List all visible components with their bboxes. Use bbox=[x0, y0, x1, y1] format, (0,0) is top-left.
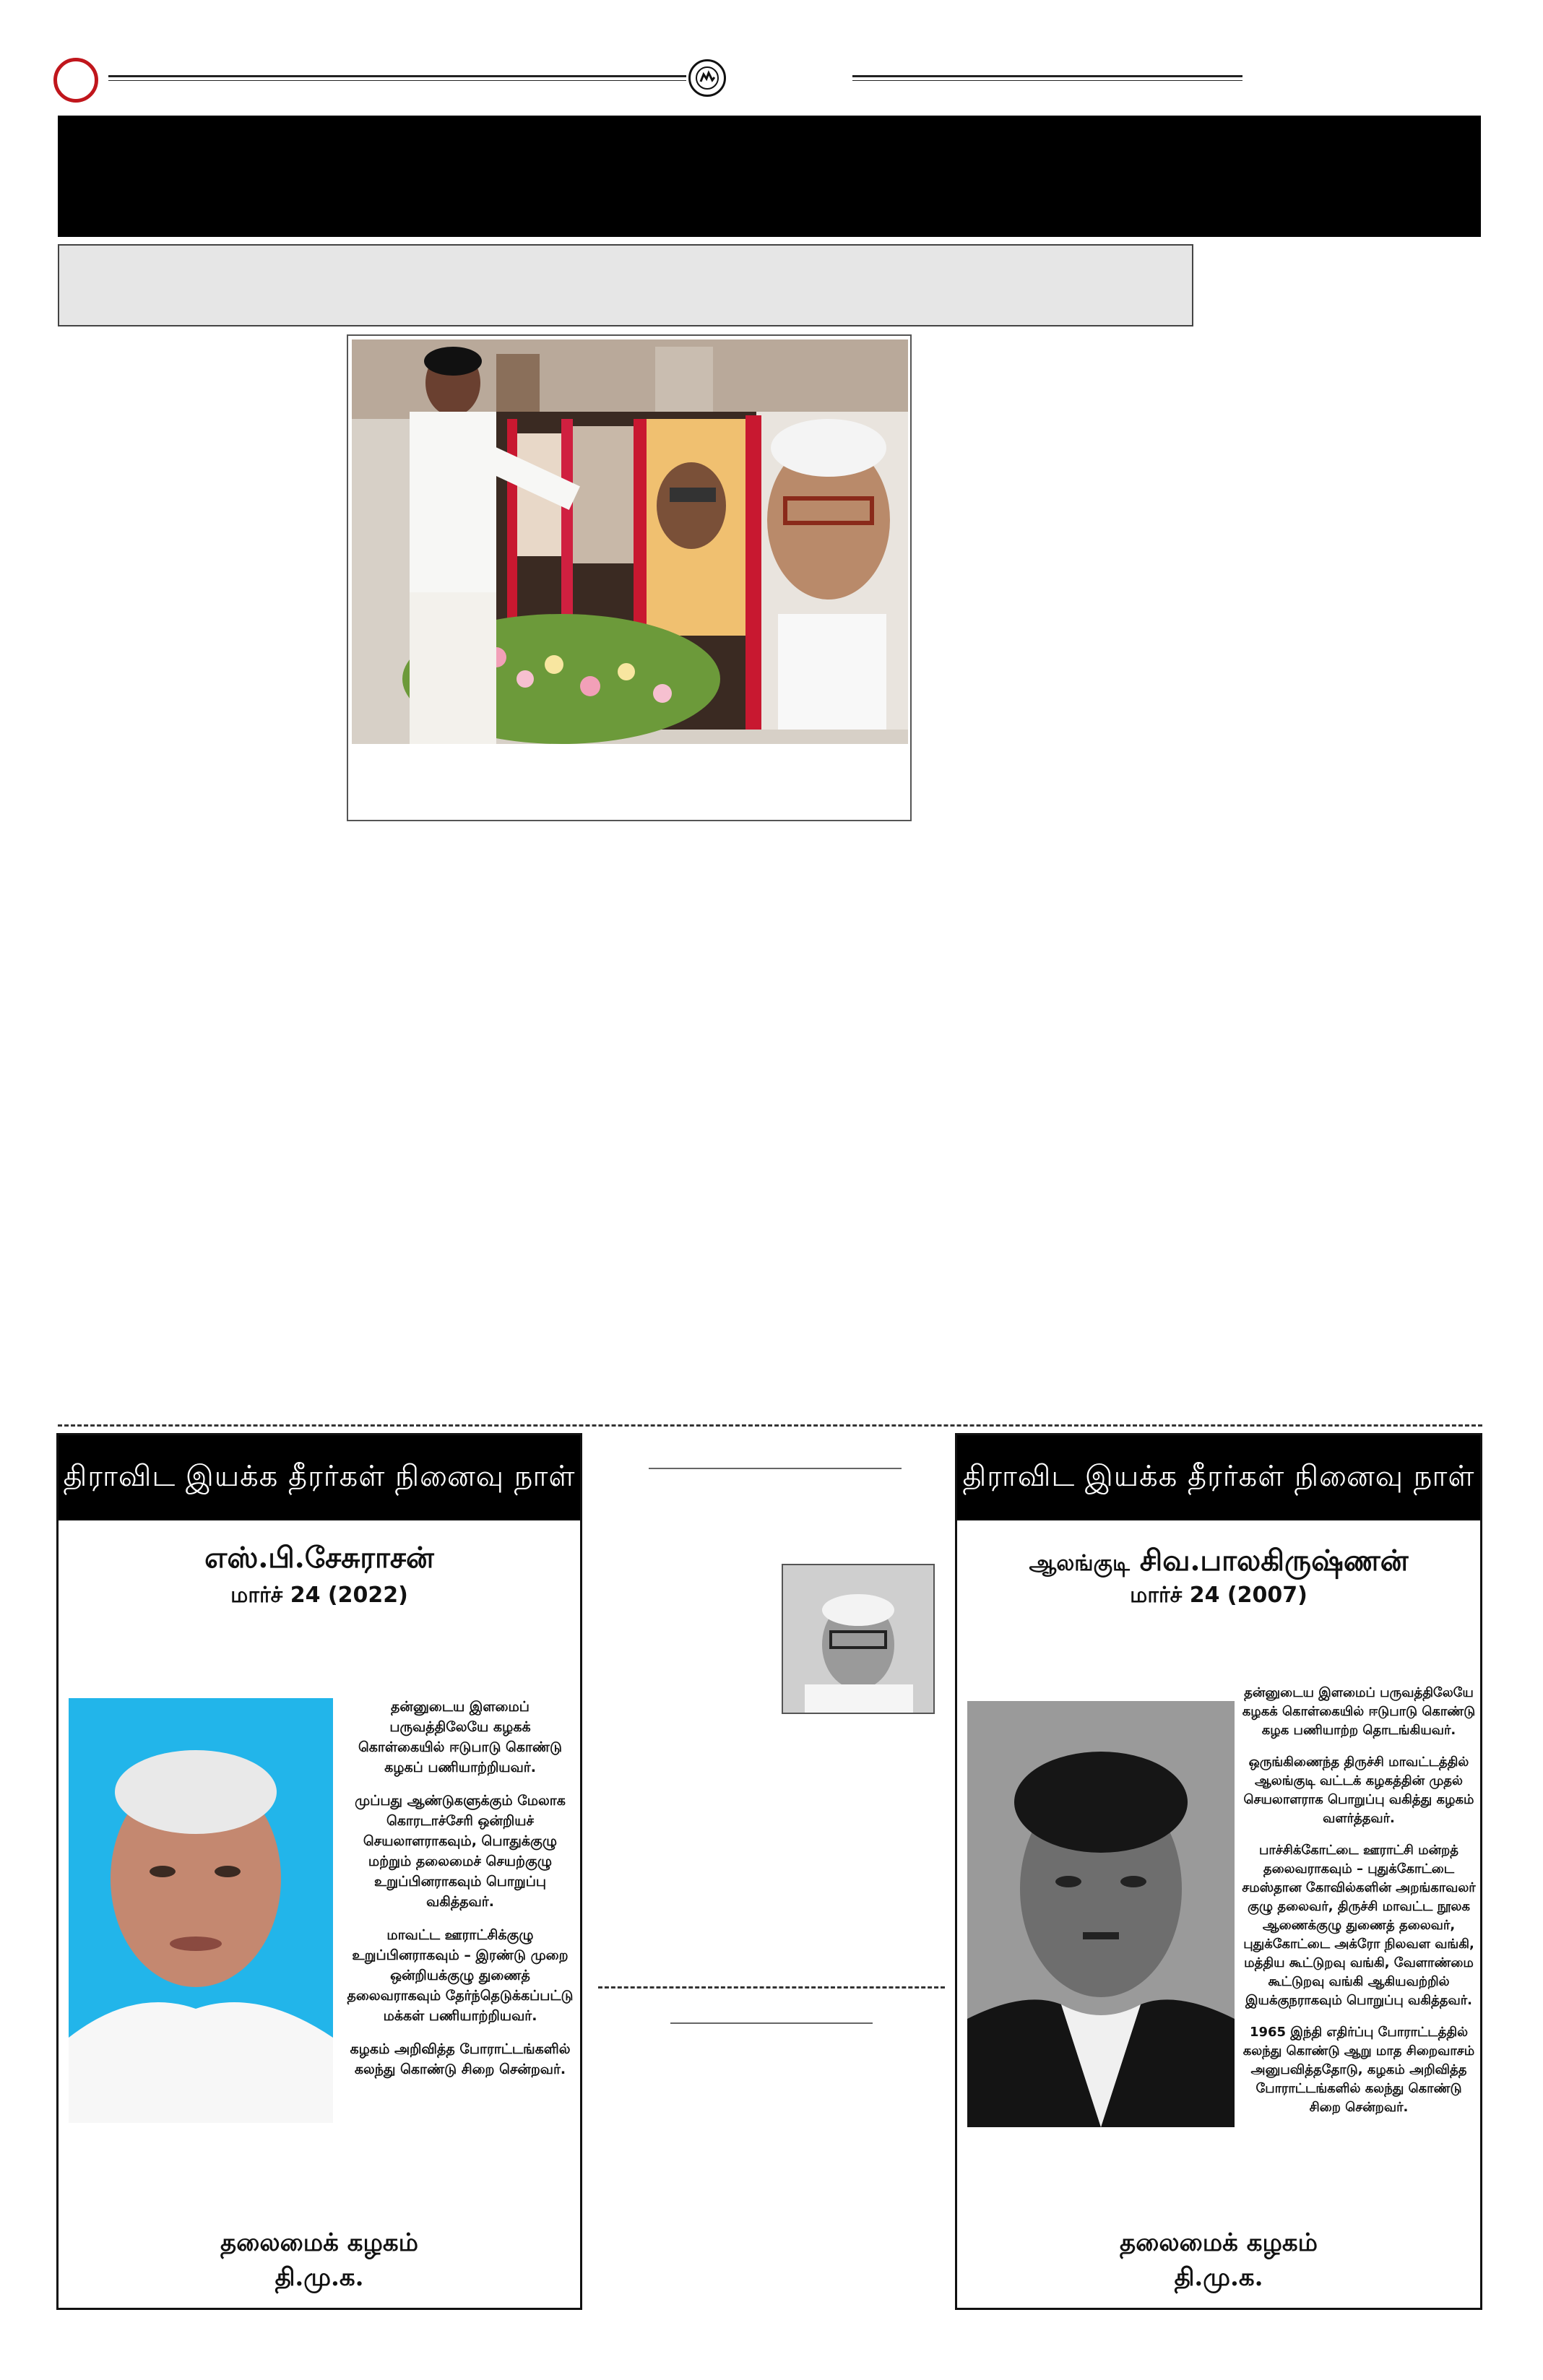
memorial-card-right bbox=[955, 1433, 1482, 2310]
card-name bbox=[957, 1544, 1480, 1581]
small-portrait-photo bbox=[782, 1564, 935, 1714]
card-bio bbox=[1242, 1684, 1476, 2130]
card-footer-party: தி.மு.க. bbox=[275, 2263, 364, 2292]
card-name-main: சிவ.பாலகிருஷ்ணன் bbox=[1139, 1544, 1409, 1578]
masthead-rule-left bbox=[108, 75, 686, 77]
bio-paragraph: முப்பது ஆண்டுகளுக்கும் மேலாக கொரடாச்சேரி ஒன்றியச் செயலாளராகவும், பொதுக்குழு மற்றும் தலைமைச் செயற்குழு உறுப்பினராகவும் பொறுப்பு வகித்தவர். bbox=[355, 1793, 566, 1910]
card-footer-org: தலைமைக் கழகம் bbox=[220, 2228, 418, 2257]
bio-paragraph: மாவட்ட ஊராட்சிக்குழு உறுப்பினராகவும் – இரண்டு முறை ஒன்றியக்குழு துணைத் தலைவராகவும் தேர்ந்தெடுக்கப்பட்டு மக்கள் பணியாற்றியவர். bbox=[347, 1927, 574, 2024]
card-name-prefix: ஆலங்குடி bbox=[1029, 1551, 1130, 1576]
bio-paragraph: கழகம் அறிவித்த போராட்டங்களில் கலந்து கொண்டு சிறை சென்றவர். bbox=[350, 2041, 571, 2077]
bio-paragraph: பாச்சிக்கோட்டை ஊராட்சி மன்றத் தலைவராகவும் – புதுக்கோட்டை சமஸ்தான கோவில்களின் அறங்காவலர் குழு தலைவர், திருச்சி மாவட்ட நூலக ஆணைக்குழு துணைத் தலைவர், புதுக்கோட்டை அக்ரோ நிலவள வங்கி, மத்திய கூட்டுறவு வங்கி, வேளாண்மை கூட்டுறவு வங்கி ஆகியவற்றில் இயக்குநராகவும் பொறுப்பு வகித்தவர். bbox=[1242, 1843, 1476, 2008]
card-name: எஸ்.பி.சேசுராசன் bbox=[204, 1541, 434, 1575]
bio-paragraph: தன்னுடைய இளமைப் பருவத்திலேயே கழகக் கொள்கையில் ஈடுபாடு கொண்டு கழகப் பணியாற்றியவர். bbox=[358, 1699, 563, 1775]
headline-banner bbox=[58, 116, 1481, 237]
bio-paragraph: ஒருங்கிணைந்த திருச்சி மாவட்டத்தில் ஆலங்குடி வட்டக் கழகத்தின் முதல் செயலாளராக பொறுப்பு வகித்து கழகம் வளர்த்தவர். bbox=[1243, 1754, 1474, 1826]
tribute-photo bbox=[352, 339, 908, 744]
card-portrait bbox=[69, 1698, 333, 2123]
card-heading: திராவிட இயக்க தீரர்கள் நினைவு நாள் bbox=[957, 1435, 1480, 1520]
subheadline-bar bbox=[58, 244, 1193, 326]
card-date: மார்ச் 24 (2007) bbox=[1130, 1583, 1308, 1608]
middle-divider-dashed bbox=[598, 1986, 945, 1989]
bio-paragraph: தன்னுடைய இளமைப் பருவத்திலேயே கழகக் கொள்கையில் ஈடுபாடு கொண்டு கழக பணியாற்ற தொடங்கியவர். bbox=[1242, 1685, 1476, 1738]
masthead-rule-right-2 bbox=[852, 80, 1242, 81]
card-portrait bbox=[967, 1701, 1235, 2127]
card-footer-party: தி.மு.க. bbox=[1174, 2263, 1263, 2292]
main-news-photo-frame bbox=[347, 334, 912, 821]
middle-rule-top bbox=[649, 1468, 902, 1469]
masthead-rule-left-2 bbox=[108, 80, 686, 81]
page-marker-circle bbox=[53, 58, 98, 103]
rising-sun-emblem-icon bbox=[688, 59, 726, 97]
card-footer-org: தலைமைக் கழகம் bbox=[1120, 2228, 1318, 2257]
card-date: மார்ச் 24 (2022) bbox=[230, 1583, 408, 1608]
middle-rule-bottom bbox=[670, 2022, 873, 2024]
card-heading: திராவிட இயக்க தீரர்கள் நினைவு நாள் bbox=[59, 1435, 580, 1520]
bio-paragraph: 1965 இந்தி எதிர்ப்பு போராட்டத்தில் கலந்து கொண்டு ஆறு மாத சிறைவாசம் அனுபவித்ததோடு, கழகம் அறிவித்த போராட்டங்களில் கலந்து கொண்டு சிறை சென்றவர். bbox=[1242, 2025, 1475, 2115]
masthead-rule-right bbox=[852, 75, 1242, 77]
memorial-card-left bbox=[56, 1433, 582, 2310]
section-divider-dashed bbox=[58, 1424, 1482, 1427]
card-bio bbox=[345, 1697, 576, 2093]
